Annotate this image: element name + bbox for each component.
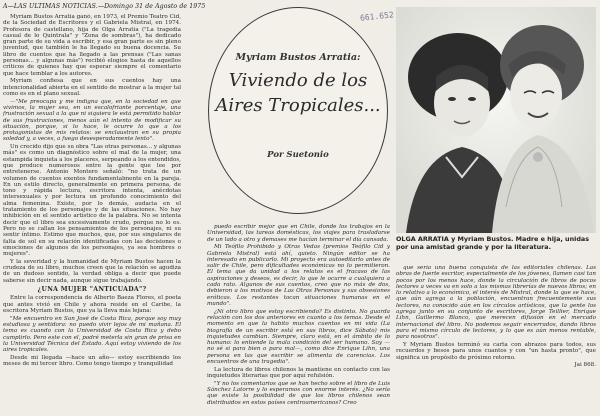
paragraph: Myriam confiesa que en sus cuentos hay una intencionalidad abierta en el sentido de mostrar a la mujer tal como es en el plano sexual. xyxy=(3,78,181,97)
headline: Viviendo de los Aires Tropicales... xyxy=(215,70,381,116)
photo-caption: OLGA ARRATIA y Myriam Bustos. Madre e hija, unidas por una amistad grande y por la literatura. xyxy=(396,235,590,251)
subheading: ¿UNA MUJER "ANTICUADA"? xyxy=(37,286,147,294)
paragraph: puedo escribir mejor que en Chile, donde los trabajos en la Universidad, las tareas domésticas, los viajes para trasladarse de un lado a otro y demases me hacían terminar el día cansada. xyxy=(207,224,390,243)
portrait-photo xyxy=(396,7,596,233)
paragraph: Desde mi llegada —hace un año— estoy escribiendo los meses de mi tercer libro. Como tengo tiempo y tranquilidad xyxy=(3,354,181,368)
paragraph: La lectura de libros chilenos la mantiene en contacto con las inquietudes literarias que por aquí refulsión. xyxy=(207,366,390,379)
archive-stamp: 661.652 xyxy=(359,10,395,23)
paragraph: Y la severidad y la humanidad de Myriam Bustos hacen la crudeza de su libro, muchos creen que la relación se agudiza de un dudoso sentido, la verdad obliga a decir que puede saberse sin decir nada, aunque sigue trabajando. xyxy=(3,258,181,284)
paragraph: Un crecido dijo que su obra "Las otras personas... y algunas más" es como un diagnóstico sobre el mal de la mujer, una estampida inquieta a los placeres, serpeando a los entendidos, que produce numerosos entre la gente que lee por entretenerse. Antonio Montero señaló: "no trata de un volumen de cuentos exentos fundamentalmente en la pareja. En un estilo directo, generalmente en primera persona, de tono y rápida lectura, escritora intenta, anécdotas intersexuales y por lectura un profundo conocimiento del alma femenina. Existe, por lo demás, audacia en el tratamiento de los personajes y de las situaciones. No hay inhibición en el sentido artístico de la palabra. No se intenta decir que el libro sea excesivamente crudo, porque no lo es. Pero no se callan los pensamientos de los personajes, ni su sentir íntimo. Estimo que muchos, que, por sus singulares de falta de sol en su relación identificadas con las decisiones o emociones de algunos de los personajes, ya sea hombres o mujeres". xyxy=(3,144,181,258)
paragraph: "Me encuentro en San José de Costa Rica, porque soy muy estudiosa y sentidora: no puedo vivir lejos de mi mañana. El tema es cuando con la Universidad de Costa Rica y debo cumplirlo. Pero este con el, podré meterla sin gran de prisa en la Universidad Técnica del Estado. Aquí estoy viviendo de los aires tropicales. xyxy=(3,315,181,354)
masthead: A—LAS ULTIMAS NOTICIAS.—Domingo 31 de Agosto de 1975 xyxy=(3,3,206,10)
paragraph: "Y no los comentarios que se han hecho sobre el libro de Luis Sánchez Latorre y lo esperamos con enorme interés. ¿No sería que existe la posibilidad de que los libros chilenos sean distribuidos en estos países centroamericanos? Creo xyxy=(207,380,390,406)
paragraph: que sería una buena conquista de las editoriales chilenas. Las obras de fuerte escritor, especialmente de los jóvenes, llamen casi tan pocos por los menos hace, donde la circulación de libros de pocos lectores a veces va en solo a las mismas librerías de nuevos libros; en lo relativo a lo económico, el interés de Mistral, donde la que se hace, que aún agrega a la población, encuentran frecuentemente sus lectores, no conocido aún en los círculos artísticos, que la gente los agrega junto en su conjunto de escritores, Jorge Teillier, Enrique Lihn, Guillermo Blanco, que merecen difusión en el mercado internacional del libro. No podemos seguir encerrados, dando libros para el mismo círculo de lectores, y lo que es aún menos rentable, para nosotros". xyxy=(396,265,596,341)
article-column-1 xyxy=(3,14,181,414)
portrait-photo-illustration xyxy=(396,7,596,233)
paragraph: Myriam Bustos Arratia ganó, en 1973, el Premio Teatro Cid, de la Sociedad de Escritores y el Gabriela Mistral, en 1974. Profesora de castellano, hija de Olga Arratia ("La tragedia casual de lo Quintrala" y "Zona de sombras"), ha dedicado gran parte de su vida a escribir, y esa gran parte es sin pleno juventud, que también le ha llegado su buena docencia. Su libro de cuentos que ha llegado a las prensas ("Las sanas personas... y algunas más") recibió elogios hasta de aquellos críticos de quienes hay que esperar siempre el comentario que hace temblar a los autores. xyxy=(3,14,181,77)
paragraph: ¿Ni otro libro que estoy escribiendo? Es distinto. No guarda relación con los dos anteriores en cuanto a los temas. Desde el momento en que la habito muchos cuentos en mi vida (La biografía de un escribir está en sus libros, dice Sábato) mis inquietudes cambian. Siempre, claro está, en el ámbito de lo humano: lo entiende la mala condición del ser humano. Soy —no sé si para bien o para mal—, como dice Enrique Lihn, una persona en las que escribir se alimenta de carencias. Los encuentros de una tragedia". xyxy=(207,308,390,366)
paragraph: Mi Teófilo Prohibido y Otras Vedas (premios Teófilo Cid y Gabriela Mistral) está ahí, quieto. Ningún editor se ha interesado en publicarlo. Mi proyecto era autoeditarlo antes de salir de Chile, pero dificultades económicas no lo permitieron. El tema que da unidad a los relatos es el fracaso de las aspiraciones y deseos, es decir, lo que le ocurre a cualquiera a cada rato. Algunos de sus cuentos, creo que no más de dos, debieron a los motivos de Las Otras Personas y sus obsesiones eróticas. Los restantes tocan situaciones humanas en el mundo". xyxy=(207,244,390,307)
paragraph: —"Me preocupa y me indigna que, en la sociedad en que vivimos, la mujer sea, en un escalofriante porcentaje, una frustración sexual a la que ni siquiera le está permitido hablar de sus frustraciones, menos aún el intento de modificar su situación, porque, si lo hace, le ocurre lo que a los protagonistas de mis relatos: se enclaustran en su propia soledad y, a veces, a fuego desesperadamente lento". xyxy=(3,98,181,143)
article-column-2 xyxy=(207,224,390,414)
signature: Jai 868. xyxy=(574,362,596,369)
paragraph: Y Myriam Bustos terminó su carta con abrazos para todos, sus recuerdos y besos para unos cuantos y con "un hasta pronto", que significa un propósito de próximo retorno. xyxy=(396,341,596,361)
kicker: Myriam Bustos Arratia: xyxy=(235,52,361,63)
headline-circle xyxy=(208,7,388,214)
article-column-3 xyxy=(396,265,596,414)
byline: Por Suetonio xyxy=(267,150,329,160)
paragraph: Entre la correspondencia de Alberto Baeza Flores, el poeta que antes vivió en Chile y ahora reside en el Caribe, la escritora Myriam Bustos, que ya la lleva más lejana: xyxy=(3,295,181,314)
